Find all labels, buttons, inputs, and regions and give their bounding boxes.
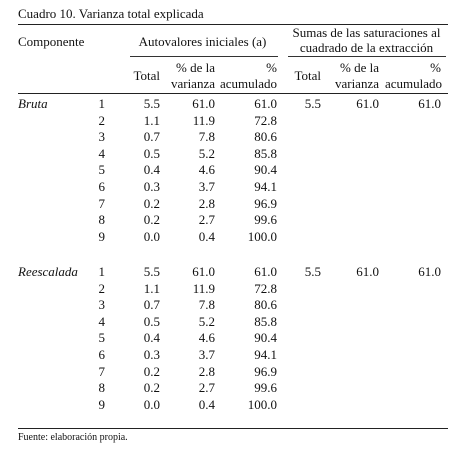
- cell-pct-acumulado: 96.9: [254, 196, 277, 211]
- cell-pct-acumulado: 72.8: [254, 281, 277, 296]
- cell-total: 1.1: [143, 281, 160, 296]
- group-label: Reescalada: [18, 264, 78, 279]
- cell-componente: 1: [98, 96, 105, 111]
- header-componente: Componente: [18, 34, 85, 49]
- cell-componente: 3: [98, 129, 105, 144]
- cell-pct-acumulado: 85.8: [254, 314, 277, 329]
- cell-componente: 7: [98, 364, 105, 379]
- subheader-total: Total: [133, 68, 160, 83]
- cell-pct-varianza: 3.7: [198, 347, 215, 362]
- header-sumas-line1: Sumas de las saturaciones al: [292, 25, 441, 40]
- cell-pct-varianza: 11.9: [192, 281, 215, 296]
- cell-pct-acumulado: 94.1: [254, 179, 277, 194]
- cell-componente: 6: [98, 179, 105, 194]
- cell-pct-acumulado: 72.8: [254, 113, 277, 128]
- cell-componente: 1: [98, 264, 105, 279]
- cell-componente: 8: [98, 212, 105, 227]
- cell-pct-varianza: 7.8: [198, 129, 215, 144]
- cell-total: 0.4: [143, 162, 160, 177]
- cell-total: 0.2: [143, 380, 160, 395]
- cell-ext-pct-varianza: 61.0: [356, 264, 379, 279]
- cell-componente: 5: [98, 330, 105, 345]
- cell-pct-varianza: 0.4: [198, 229, 215, 244]
- subheader-pct-varianza-2: varianza: [170, 76, 215, 91]
- cell-pct-varianza: 2.8: [198, 364, 215, 379]
- cell-componente: 7: [98, 196, 105, 211]
- header-sumas-line2: cuadrado de la extracción: [299, 40, 434, 55]
- cell-pct-acumulado: 85.8: [254, 146, 277, 161]
- cell-componente: 3: [98, 297, 105, 312]
- cell-total: 0.3: [143, 347, 160, 362]
- cell-pct-acumulado: 99.6: [254, 380, 277, 395]
- cell-pct-varianza: 11.9: [192, 113, 215, 128]
- cell-pct-varianza: 61.0: [192, 264, 215, 279]
- cell-pct-acumulado: 100.0: [247, 229, 277, 244]
- cell-componente: 4: [98, 314, 105, 329]
- cell-pct-varianza: 7.8: [198, 297, 215, 312]
- cell-pct-acumulado: 90.4: [254, 162, 277, 177]
- cell-ext-pct-varianza: 61.0: [356, 96, 379, 111]
- cell-pct-acumulado: 100.0: [247, 397, 277, 412]
- sumas-underline: [288, 56, 446, 57]
- cell-pct-acumulado: 80.6: [254, 297, 277, 312]
- cell-pct-acumulado: 61.0: [254, 264, 277, 279]
- cell-pct-acumulado: 61.0: [254, 96, 277, 111]
- cell-pct-varianza: 5.2: [198, 146, 215, 161]
- cell-componente: 2: [98, 113, 105, 128]
- cell-ext-pct-acumulado: 61.0: [418, 96, 441, 111]
- subheader-ext-pct-acum-2: acumulado: [385, 76, 443, 91]
- subheader-pct-acum-1: %: [266, 60, 277, 75]
- bottom-rule: [18, 428, 448, 429]
- cell-pct-varianza: 3.7: [198, 179, 215, 194]
- cell-total: 0.0: [143, 229, 160, 244]
- cell-pct-varianza: 2.7: [198, 212, 215, 227]
- group-label: Bruta: [18, 96, 48, 111]
- subheader-ext-pct-acum-1: %: [430, 60, 441, 75]
- cell-componente: 8: [98, 380, 105, 395]
- cell-pct-varianza: 4.6: [198, 330, 215, 345]
- cell-total: 0.3: [143, 179, 160, 194]
- subheader-ext-pct-varianza-2: varianza: [334, 76, 379, 91]
- cell-ext-total: 5.5: [304, 264, 321, 279]
- cell-pct-varianza: 4.6: [198, 162, 215, 177]
- cell-componente: 2: [98, 281, 105, 296]
- header-bottom-rule: [18, 93, 448, 94]
- cell-total: 0.7: [143, 297, 160, 312]
- cell-ext-pct-acumulado: 61.0: [418, 264, 441, 279]
- cell-ext-total: 5.5: [304, 96, 321, 111]
- cell-total: 5.5: [143, 96, 160, 111]
- subheader-ext-pct-varianza-1: % de la: [340, 60, 379, 75]
- cell-pct-acumulado: 94.1: [254, 347, 277, 362]
- cell-pct-acumulado: 96.9: [254, 364, 277, 379]
- cell-componente: 4: [98, 146, 105, 161]
- cell-pct-varianza: 5.2: [198, 314, 215, 329]
- cell-pct-acumulado: 99.6: [254, 212, 277, 227]
- cell-total: 0.5: [143, 314, 160, 329]
- cell-total: 0.4: [143, 330, 160, 345]
- table-title: Cuadro 10. Varianza total explicada: [18, 6, 204, 21]
- cell-total: 0.5: [143, 146, 160, 161]
- cell-total: 0.2: [143, 212, 160, 227]
- cell-pct-varianza: 2.7: [198, 380, 215, 395]
- header-autovalores: Autovalores iniciales (a): [138, 34, 267, 49]
- cell-total: 5.5: [143, 264, 160, 279]
- autovalores-underline: [130, 56, 278, 57]
- cell-componente: 5: [98, 162, 105, 177]
- cell-total: 0.2: [143, 196, 160, 211]
- cell-total: 0.2: [143, 364, 160, 379]
- cell-pct-varianza: 0.4: [198, 397, 215, 412]
- cell-componente: 9: [98, 397, 105, 412]
- subheader-pct-varianza-1: % de la: [176, 60, 215, 75]
- cell-total: 1.1: [143, 113, 160, 128]
- cell-componente: 6: [98, 347, 105, 362]
- cell-total: 0.0: [143, 397, 160, 412]
- source-footnote: Fuente: elaboración propia.: [18, 432, 128, 443]
- cell-total: 0.7: [143, 129, 160, 144]
- subheader-pct-acum-2: acumulado: [220, 76, 278, 91]
- cell-pct-acumulado: 90.4: [254, 330, 277, 345]
- subheader-ext-total: Total: [294, 68, 321, 83]
- cell-pct-acumulado: 80.6: [254, 129, 277, 144]
- cell-pct-varianza: 61.0: [192, 96, 215, 111]
- cell-pct-varianza: 2.8: [198, 196, 215, 211]
- cell-componente: 9: [98, 229, 105, 244]
